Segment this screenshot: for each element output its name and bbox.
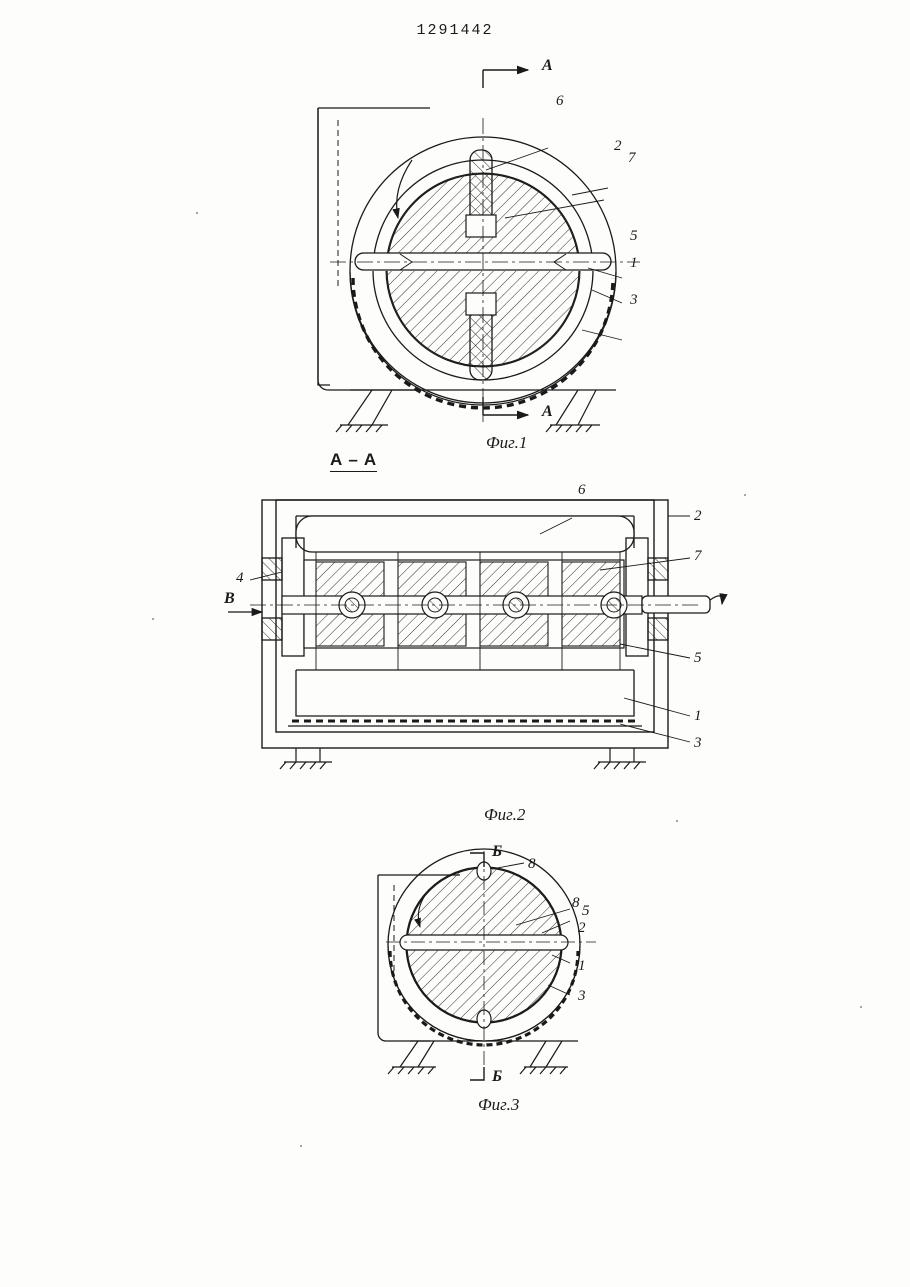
scan-speck [860, 1006, 862, 1008]
fig2-caption: Фиг.2 [484, 805, 526, 824]
fig2-leader-2: 2 [694, 508, 702, 524]
patent-number: 1291442 [416, 22, 494, 39]
fig2-leader-7: 7 [694, 548, 702, 564]
fig3-leader-8b: 8 [572, 895, 580, 911]
scan-speck [744, 494, 746, 496]
fig3-leader-2: 2 [578, 920, 586, 936]
fig3-caption: Фиг.3 [478, 1095, 520, 1114]
fig1-section-mark-bottom: A [542, 403, 553, 420]
figure-1-drawing [0, 40, 910, 440]
fig2-leader-4: 4 [236, 570, 244, 586]
fig1-leader-6: 6 [556, 93, 564, 109]
fig1-section-mark-top: A [542, 57, 553, 74]
fig2-leader-5: 5 [694, 650, 702, 666]
fig2-leader-6: 6 [578, 482, 586, 498]
scan-speck [196, 212, 198, 214]
fig2-section-title: A – A [330, 450, 377, 472]
fig2-mark-b: B [224, 590, 235, 607]
fig1-leader-5: 5 [630, 228, 638, 244]
fig3-section-mark-bottom: Б [492, 1068, 503, 1085]
fig1-leader-2: 2 [614, 138, 622, 154]
scan-speck [152, 618, 154, 620]
fig3-section-mark-top: Б [492, 843, 503, 860]
fig1-leader-1: 1 [630, 255, 638, 271]
fig2-leader-3: 3 [694, 735, 702, 751]
fig3-leader-8a: 8 [528, 856, 536, 872]
fig1-leader-7: 7 [628, 150, 636, 166]
fig2-leader-1: 1 [694, 708, 702, 724]
fig1-leader-3: 3 [630, 292, 638, 308]
fig1-caption: Фиг.1 [486, 433, 528, 452]
figure-3-drawing [0, 845, 910, 1105]
figure-2-drawing [0, 478, 910, 808]
scan-speck [300, 1145, 302, 1147]
fig3-leader-1: 1 [578, 958, 586, 974]
fig3-leader-5: 5 [582, 903, 590, 919]
fig3-leader-3: 3 [578, 988, 586, 1004]
scan-speck [676, 820, 678, 822]
